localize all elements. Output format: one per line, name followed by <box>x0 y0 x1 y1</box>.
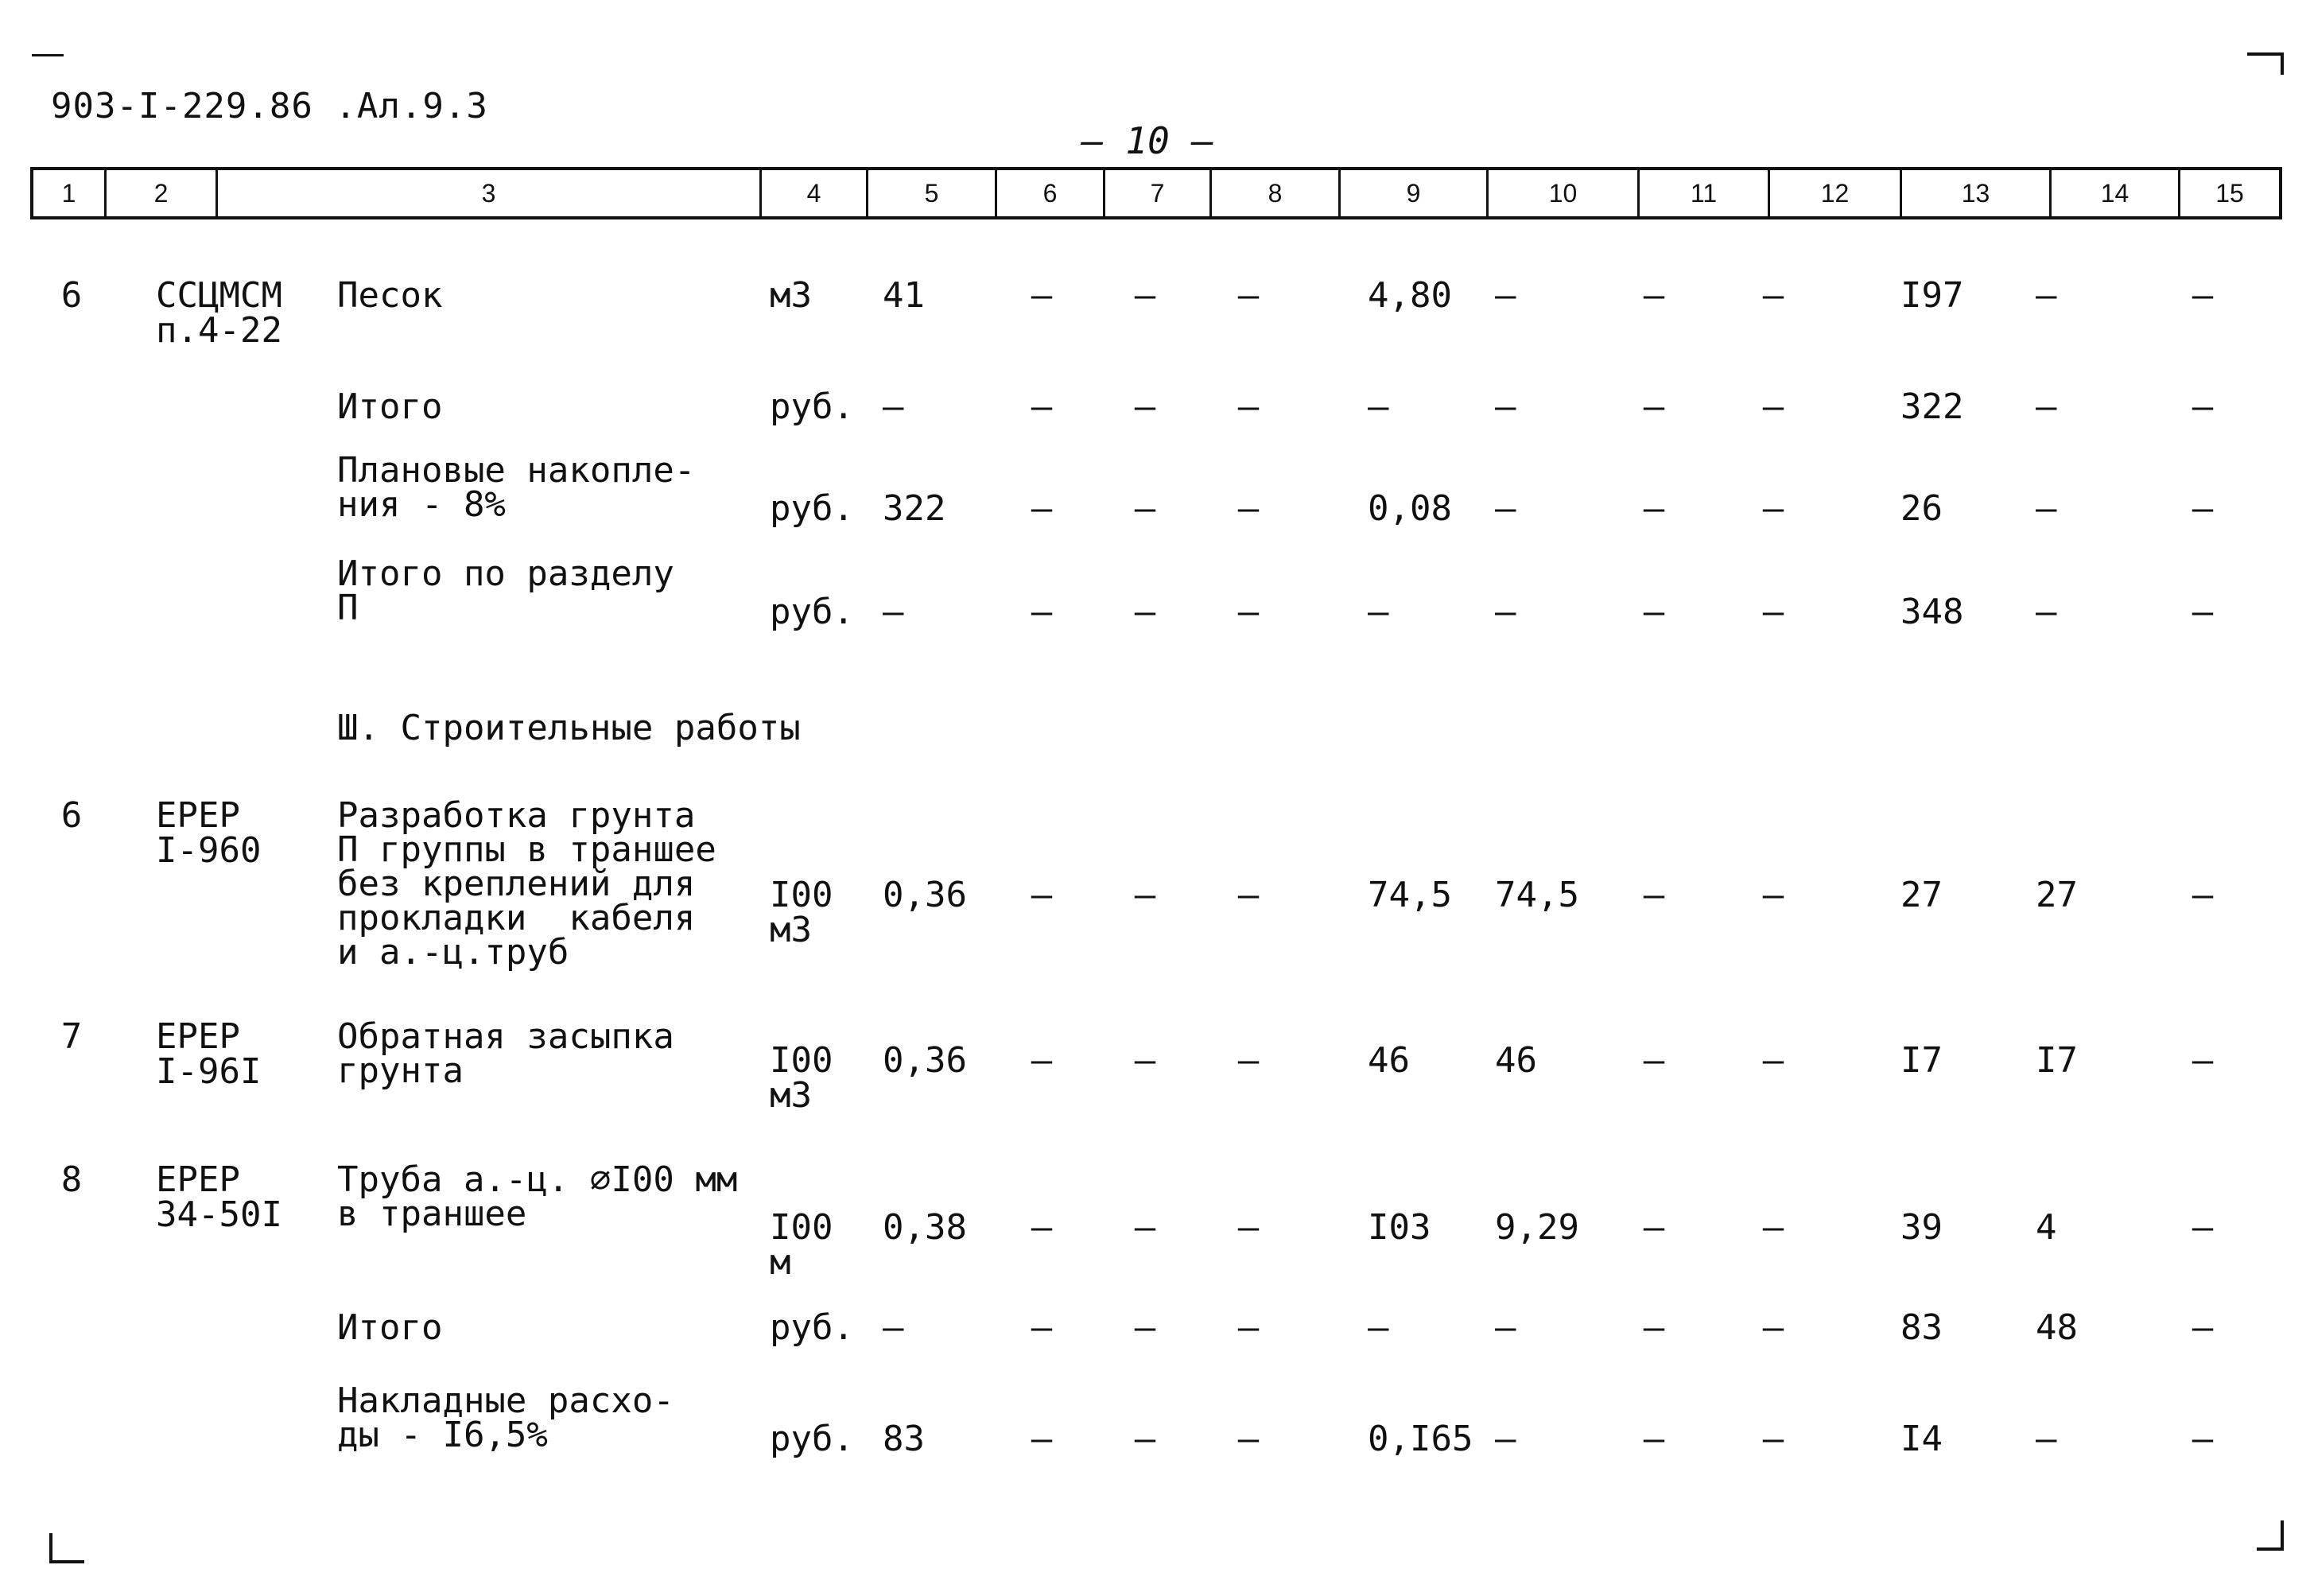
table-cell-row5-col13: 27 <box>1900 875 1943 915</box>
table-cell-row9-col10: – <box>1495 1419 1516 1459</box>
table-cell-row4-col11: – <box>1643 592 1665 632</box>
table-cell-row2-col14: – <box>2036 386 2057 427</box>
corner-mark-bottom-right <box>2257 1520 2284 1551</box>
table-cell-row4-col7: – <box>1134 592 1156 632</box>
table-cell-row4-col4: руб. <box>770 592 854 632</box>
table-cell-row7-col2: ЕРЕР 34-50I <box>156 1159 282 1235</box>
table-cell-row8-col4: руб. <box>770 1307 854 1348</box>
table-cell-row9-col7: – <box>1134 1419 1156 1459</box>
column-header-12: 12 <box>1770 170 1902 216</box>
table-cell-row7-col13: 39 <box>1900 1207 1943 1248</box>
table-cell-row3-col9: 0,08 <box>1368 488 1452 529</box>
table-cell-row1-col2: ССЦМСМ п.4-22 <box>156 275 282 351</box>
table-cell-row3-col3: Плановые накопле- ния - 8% <box>337 450 696 526</box>
column-header-2: 2 <box>107 170 218 216</box>
table-cell-row7-col10: 9,29 <box>1495 1207 1579 1248</box>
table-cell-row7-col6: – <box>1031 1207 1053 1248</box>
table-cell-row4-col15: – <box>2192 592 2214 632</box>
table-cell-row3-col4: руб. <box>770 488 854 529</box>
column-header-11: 11 <box>1640 170 1770 216</box>
table-cell-row1-col1: 6 <box>60 275 83 316</box>
table-cell-row6-col7: – <box>1134 1040 1156 1081</box>
table-cell-row5-col14: 27 <box>2036 875 2078 915</box>
table-cell-row1-col9: 4,80 <box>1368 275 1452 316</box>
section-title: Ш. Строительные работы <box>337 708 801 748</box>
table-cell-row9-col12: – <box>1762 1419 1784 1459</box>
corner-mark-top-left <box>32 54 64 56</box>
table-cell-row2-col9: – <box>1368 386 1389 427</box>
table-cell-row2-col11: – <box>1643 386 1665 427</box>
table-cell-row1-col14: – <box>2036 275 2057 316</box>
column-header-6: 6 <box>997 170 1105 216</box>
table-cell-row5-col7: – <box>1134 875 1156 915</box>
table-cell-row5-col10: 74,5 <box>1495 875 1579 915</box>
table-cell-row7-col1: 8 <box>60 1159 83 1200</box>
table-cell-row4-col10: – <box>1495 592 1516 632</box>
table-cell-row3-col14: – <box>2036 488 2057 529</box>
column-header-7: 7 <box>1105 170 1212 216</box>
table-cell-row8-col6: – <box>1031 1307 1053 1348</box>
table-cell-row2-col3: Итого <box>337 386 443 427</box>
table-cell-row5-col1: 6 <box>60 795 83 836</box>
table-cell-row7-col9: I03 <box>1368 1207 1431 1248</box>
table-cell-row3-col10: – <box>1495 488 1516 529</box>
table-cell-row6-col14: I7 <box>2036 1040 2078 1081</box>
table-cell-row5-col12: – <box>1762 875 1784 915</box>
table-cell-row6-col9: 46 <box>1368 1040 1410 1081</box>
table-cell-row1-col15: – <box>2192 275 2214 316</box>
table-cell-row8-col15: – <box>2192 1307 2214 1348</box>
table-cell-row6-col1: 7 <box>60 1016 83 1057</box>
table-cell-row2-col6: – <box>1031 386 1053 427</box>
column-header-3: 3 <box>218 170 762 216</box>
table-cell-row1-col8: – <box>1237 275 1260 316</box>
table-cell-row4-col9: – <box>1368 592 1389 632</box>
table-cell-row1-col7: – <box>1134 275 1156 316</box>
table-cell-row2-col15: – <box>2192 386 2214 427</box>
document-code: 903-I-229.86 .Ал.9.3 <box>51 86 488 126</box>
table-cell-row4-col3: Итого по разделу П <box>337 553 674 629</box>
table-cell-row8-col9: – <box>1368 1307 1389 1348</box>
table-cell-row7-col14: 4 <box>2036 1207 2057 1248</box>
table-cell-row9-col11: – <box>1643 1419 1665 1459</box>
table-cell-row7-col12: – <box>1762 1207 1784 1248</box>
table-cell-row8-col13: 83 <box>1900 1307 1943 1348</box>
column-header-5: 5 <box>868 170 997 216</box>
table-cell-row7-col8: – <box>1237 1207 1260 1248</box>
table-cell-row3-col5: 322 <box>883 488 946 529</box>
table-cell-row4-col5: – <box>883 592 904 632</box>
table-cell-row8-col5: – <box>883 1307 904 1348</box>
table-cell-row2-col12: – <box>1762 386 1784 427</box>
table-cell-row9-col5: 83 <box>883 1419 925 1459</box>
table-cell-row5-col8: – <box>1237 875 1260 915</box>
table-cell-row6-col4: I00 м3 <box>770 1040 833 1116</box>
table-cell-row8-col7: – <box>1134 1307 1156 1348</box>
table-cell-row5-col2: ЕРЕР I-960 <box>156 795 262 871</box>
table-cell-row8-col11: – <box>1643 1307 1665 1348</box>
table-cell-row2-col10: – <box>1495 386 1516 427</box>
table-cell-row7-col3: Труба а.-ц. ∅I00 мм в траншее <box>337 1159 738 1235</box>
table-cell-row8-col3: Итого <box>337 1307 443 1348</box>
table-cell-row7-col11: – <box>1643 1207 1665 1248</box>
table-cell-row4-col13: 348 <box>1900 592 1964 632</box>
table-cell-row1-col13: I97 <box>1900 275 1964 316</box>
table-cell-row9-col15: – <box>2192 1419 2214 1459</box>
table-cell-row9-col8: – <box>1237 1419 1260 1459</box>
table-cell-row4-col12: – <box>1762 592 1784 632</box>
table-cell-row3-col8: – <box>1237 488 1260 529</box>
table-cell-row4-col14: – <box>2036 592 2057 632</box>
table-cell-row3-col6: – <box>1031 488 1053 529</box>
table-cell-row3-col13: 26 <box>1900 488 1943 529</box>
page-number: — 10 — <box>1081 119 1214 162</box>
table-cell-row6-col6: – <box>1031 1040 1053 1081</box>
table-cell-row6-col8: – <box>1237 1040 1260 1081</box>
table-cell-row1-col12: – <box>1762 275 1784 316</box>
corner-mark-bottom-left <box>49 1533 84 1563</box>
column-header-4: 4 <box>762 170 868 216</box>
table-cell-row3-col11: – <box>1643 488 1665 529</box>
table-cell-row2-col4: руб. <box>770 386 854 427</box>
table-cell-row5-col9: 74,5 <box>1368 875 1452 915</box>
table-cell-row2-col5: – <box>883 386 904 427</box>
column-header-1: 1 <box>33 170 107 216</box>
table-cell-row3-col12: – <box>1762 488 1784 529</box>
table-cell-row8-col8: – <box>1237 1307 1260 1348</box>
table-cell-row8-col14: 48 <box>2036 1307 2078 1348</box>
table-cell-row1-col3: Песок <box>337 275 443 316</box>
table-cell-row3-col15: – <box>2192 488 2214 529</box>
table-cell-row9-col4: руб. <box>770 1419 854 1459</box>
column-header-14: 14 <box>2052 170 2180 216</box>
table-cell-row7-col5: 0,38 <box>883 1207 967 1248</box>
table-cell-row5-col6: – <box>1031 875 1053 915</box>
table-cell-row1-col4: м3 <box>770 275 812 316</box>
table-cell-row6-col3: Обратная засыпка грунта <box>337 1016 674 1092</box>
table-cell-row6-col5: 0,36 <box>883 1040 967 1081</box>
column-header-8: 8 <box>1212 170 1341 216</box>
table-cell-row2-col8: – <box>1237 386 1260 427</box>
column-header-9: 9 <box>1341 170 1489 216</box>
table-cell-row6-col12: – <box>1762 1040 1784 1081</box>
table-cell-row6-col2: ЕРЕР I-96I <box>156 1016 262 1092</box>
table-cell-row4-col6: – <box>1031 592 1053 632</box>
table-cell-row5-col4: I00 м3 <box>770 875 833 950</box>
table-cell-row9-col9: 0,I65 <box>1368 1419 1473 1459</box>
table-cell-row2-col7: – <box>1134 386 1156 427</box>
table-cell-row9-col3: Накладные расхо- ды - I6,5% <box>337 1380 674 1456</box>
table-cell-row7-col4: I00 м <box>770 1207 833 1283</box>
table-cell-row4-col8: – <box>1237 592 1260 632</box>
table-cell-row1-col10: – <box>1495 275 1516 316</box>
table-cell-row7-col15: – <box>2192 1207 2214 1248</box>
table-cell-row5-col15: – <box>2192 875 2214 915</box>
table-cell-row9-col14: – <box>2036 1419 2057 1459</box>
column-header-10: 10 <box>1489 170 1640 216</box>
column-header-15: 15 <box>2215 179 2244 208</box>
table-cell-row6-col10: 46 <box>1495 1040 1537 1081</box>
table-cell-row6-col11: – <box>1643 1040 1665 1081</box>
table-cell-row5-col11: – <box>1643 875 1665 915</box>
table-cell-row8-col12: – <box>1762 1307 1784 1348</box>
table-cell-row6-col13: I7 <box>1900 1040 1943 1081</box>
table-cell-row7-col7: – <box>1134 1207 1156 1248</box>
table-cell-row6-col15: – <box>2192 1040 2214 1081</box>
table-cell-row1-col6: – <box>1031 275 1053 316</box>
table-cell-row1-col5: 41 <box>883 275 925 316</box>
column-header-13: 13 <box>1902 170 2052 216</box>
table-cell-row8-col10: – <box>1495 1307 1516 1348</box>
table-cell-row1-col11: – <box>1643 275 1665 316</box>
corner-mark-top-right <box>2247 52 2284 75</box>
table-cell-row5-col3: Разработка грунта П группы в траншее без креплений для прокладки кабеля и а.-ц.труб <box>337 795 716 973</box>
table-cell-row9-col6: – <box>1031 1419 1053 1459</box>
table-cell-row9-col13: I4 <box>1900 1419 1943 1459</box>
table-cell-row2-col13: 322 <box>1900 386 1964 427</box>
table-cell-row5-col5: 0,36 <box>883 875 967 915</box>
table-cell-row3-col7: – <box>1134 488 1156 529</box>
column-number-header <box>30 167 2282 219</box>
